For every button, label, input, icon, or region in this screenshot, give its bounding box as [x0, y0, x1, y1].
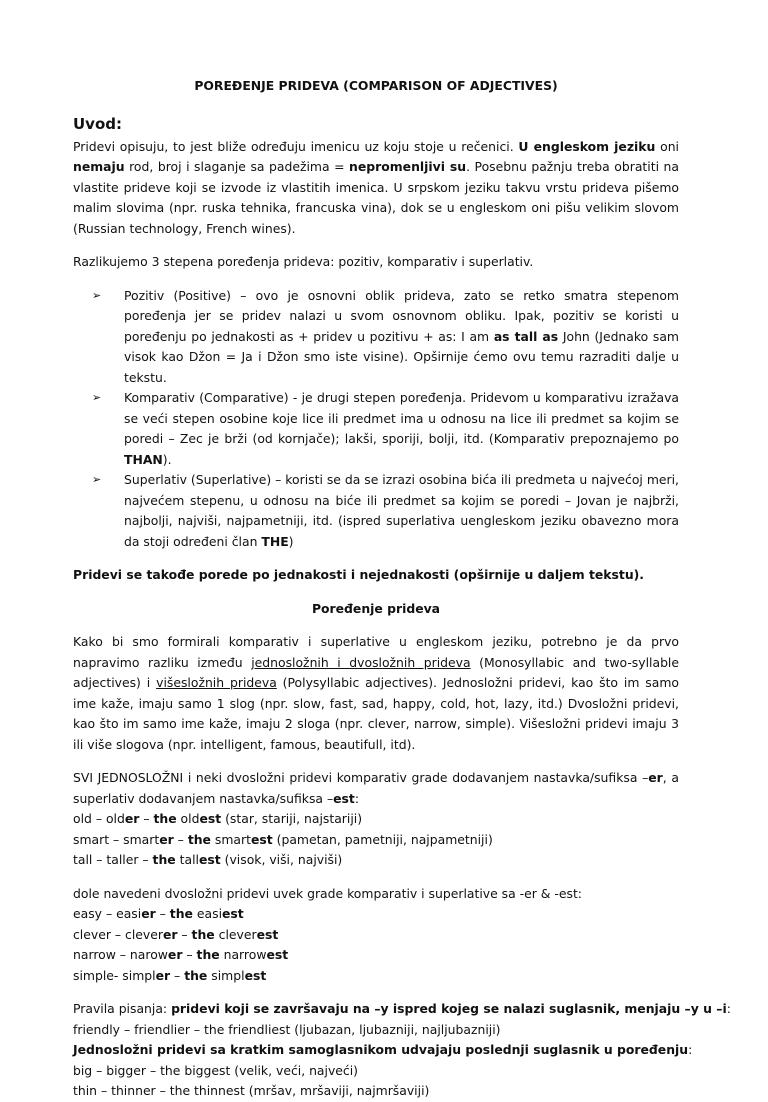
- arrow-bullet-icon: ➢: [92, 288, 102, 302]
- degrees-intro: Razlikujemo 3 stepena poređenja prideva: pozitiv, komparativ i superlativ.: [73, 254, 534, 269]
- example-clever: clever – cleverer – the cleverest: [73, 926, 279, 942]
- example-tall: tall – taller – the tallest (visok, viši, najviši): [73, 852, 343, 867]
- spelling-rule: Pravila pisanja: pridevi koji se završavaju na –y ispred kojeg se nalazi suglasnik, menjaju –y u –i:: [73, 1001, 731, 1016]
- list-item-superlative: ➢ Superlativ (Superlative) – koristi se da se izrazi osobina bića ili predmeta u najvećoj meri, najvećem stepenu, u odnosu na biće ili predmet sa kojim se poredi – Jovan je najbrži, najbolji, najviši, najpametniji, itd. (ispred superlativa uengleskom jeziku obavezno mora da stoji određeni član THE): [92, 472, 679, 549]
- list-item-comparative: ➢ Komparativ (Comparative) - je drugi stepen poređenja. Pridevom u komparativu izražava se veći stepen osobine koje lice ili predmet ima u odnosu na lice ili predmet sa kojim se poredi – Zec je brži (od kornjače); lakši, sporiji, bolji, itd. (Komparativ prepoznajemo po THAN).: [92, 390, 679, 467]
- document-page: [73, 76, 731, 1102]
- example-big: big – bigger – the biggest (velik, veći, najveći): [73, 1062, 359, 1078]
- arrow-bullet-icon: ➢: [92, 391, 102, 404]
- example-narrow: narrow – narower – the narrowest: [73, 947, 289, 962]
- intro-heading: Uvod:: [73, 114, 122, 133]
- example-friendly: friendly – friendlier – the friendliest (ljubazan, ljubazniji, najljubazniji): [73, 1021, 501, 1037]
- example-easy: easy – easier – the easiest: [73, 906, 244, 921]
- example-old: old – older – the oldest (star, stariji, najstariji): [73, 811, 363, 826]
- example-thin: thin – thinner – the thinnest (mršav, mršaviji, najmršaviji): [73, 1083, 430, 1098]
- example-smart: smart – smarter – the smartest (pametan, pametniji, najpametniji): [73, 831, 493, 847]
- intro-paragraph: Pridevi opisuju, to jest bliže određuju imenicu uz koju stoje u rečenici. U engleskom jeziku oni nemaju rod, broj i slaganje sa padežima = nepromenljivi su. Posebnu pažnju treba obratiti na vlastite prideve koji se izvode iz vlastitih imenica. U srpskom jeziku takvu vrstu prideva pišemo malim slovima (npr. ruska tehnika, francuska vina), dok se u engleskom oni pišu velikim slovom (Russian technology, French wines).: [73, 138, 679, 236]
- section-subheading: Poređenje prideva: [311, 600, 441, 616]
- two-syllable-intro: dole navedeni dvosložni pridevi uvek grade komparativ i superlative sa -er & -est:: [73, 885, 582, 901]
- double-consonant-rule: Jednosložni pridevi sa kratkim samoglasnikom udvajaju poslednji suglasnik u poređenju:: [73, 1042, 693, 1057]
- arrow-bullet-icon: ➢: [92, 473, 102, 486]
- rule-er-est: SVI JEDNOSLOŽNI i neki dvosložni pridevi komparativ grade dodavanjem nastavka/sufiksa –er, a superlativ dodavanjem nastavka/sufiksa –est:: [73, 770, 679, 806]
- degrees-list: [73, 286, 679, 553]
- syllables-paragraph: Kako bi smo formirali komparativ i superlative u engleskom jeziku, potrebno je da prvo napravimo razliku između jednosložnih i dvosložnih prideva (Monosyllabic and two-syllable adjectives) i višesložnih prideva (Polysyllabic adjectives). Jednosložni pridevi, kao što im samo ime kaže, imaju samo 1 slog (npr. slow, fast, sad, happy, cold, hot, lazy, itd.) Dvosložni pridevi, kao što im samo ime kaže, imaju 2 sloga (npr. clever, narrow, simple). Višesložni pridevi imaju 3 ili više slogova (npr. intelligent, famous, beautifull, itd).: [73, 634, 680, 752]
- list-item-positive: ➢ Pozitiv (Positive) – ovo je osnovni oblik prideva, zato se retko smatra stepenom poređenja jer se pridev nalazi u svom osnovnom obliku. Ipak, pozitiv se koristi u poređenju po jednakosti as + pridev u pozitivu + as: I am as tall as John (Jednako sam visok kao Džon = Ja i Džon smo iste visine). Opširnije ćemo ovu temu razraditi dalje u tekstu.: [92, 287, 679, 385]
- page-title: POREĐENJE PRIDEVA (COMPARISON OF ADJECTIVES): [194, 78, 558, 93]
- equality-note: Pridevi se takođe porede po jednakosti i nejednakosti (opširnije u daljem tekstu).: [73, 567, 645, 582]
- example-simple: simple- simpler – the simplest: [73, 967, 267, 983]
